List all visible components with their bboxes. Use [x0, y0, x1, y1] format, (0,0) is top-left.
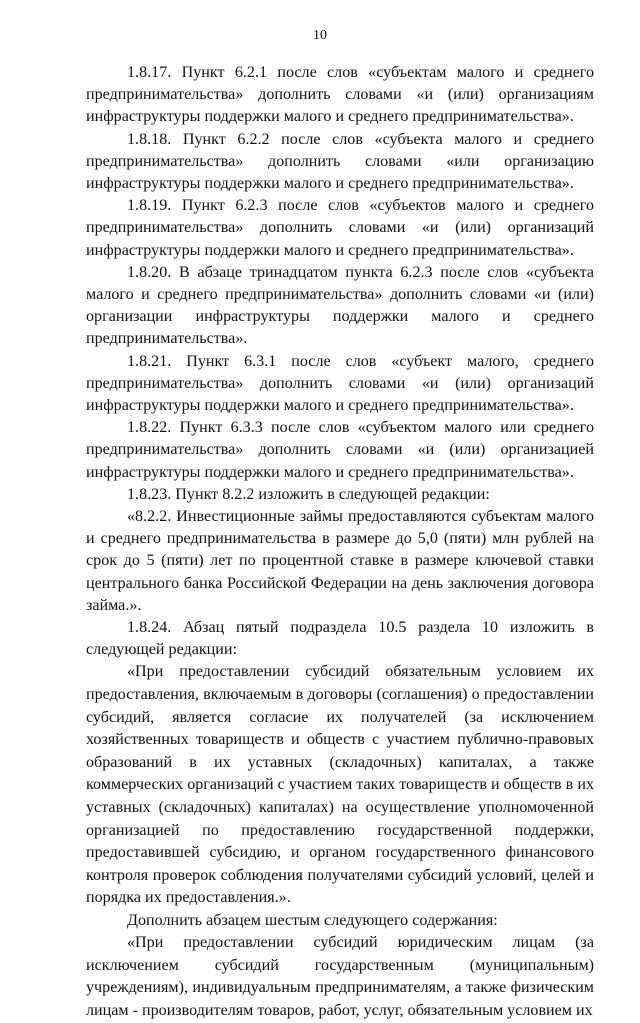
paragraph-1-8-23: 1.8.23. Пункт 8.2.2 изложить в следующей редакции:	[127, 485, 490, 503]
paragraph-1-8-21: 1.8.21. Пункт 6.3.1 после слов «субъект малого, среднего предпринимательства» дополнить словами «и (или) организаций инфраструктуры поддержки малого и среднего предпринимательства».	[86, 352, 594, 415]
document-body	[86, 62, 594, 1023]
paragraph-quote-legal-entities: «При предоставлении субсидий юридическим лицам (за исключением субсидий государственным (муниципальным) учреждениям), индивидуальным предпринимателям, а также физическим лицам - производителям товаров, работ, услуг, обязательным условием их	[86, 934, 594, 1019]
paragraph-supplement: Дополнить абзацем шестым следующего содержания:	[127, 912, 498, 930]
paragraph-quote-subsidies: «При предоставлении субсидий обязательным условием их предоставления, включаемым в договоры (соглашения) о предоставлении субсидий, является согласие их получателей (за исключением хозяйственных товариществ и обществ с участием публично-правовых образований в их уставных (складочных) капиталах, а также коммерческих организаций с участием таких товариществ и обществ в их уставных (складочных) капиталах) на осуществление уполномоченной организацией по предоставлению государственной поддержки, предоставившей субсидию, и органом государственного финансового контроля проверок соблюдения получателями субсидий условий, целей и порядка их предоставления.».	[86, 663, 594, 907]
paragraph-quote-8-2-2: «8.2.2. Инвестиционные займы предоставляются субъектам малого и среднего предпринимательства в размере до 5,0 (пяти) млн рублей на срок до 5 (пяти) лет по процентной ставке в размере ключевой ставки центрального банка Российской Федерации на день заключения договора займа.».	[86, 508, 594, 614]
paragraph-1-8-19: 1.8.19. Пункт 6.2.3 после слов «субъектов малого и среднего предпринимательства» дополнить словами «и (или) организаций инфраструктуры поддержки малого и среднего предпринимательства».	[86, 197, 594, 259]
paragraph-1-8-20: 1.8.20. В абзаце тринадцатом пункта 6.2.3 после слов «субъекта малого и среднего предпринимательства» дополнить словами «и (или) организации инфраструктуры поддержки малого и среднего предпринимательства».	[86, 263, 594, 348]
page-number: 10	[313, 28, 327, 43]
paragraph-1-8-18: 1.8.18. Пункт 6.2.2 после слов «субъекта малого и среднего предпринимательства» дополнить словами «или организацию инфраструктуры поддержки малого и среднего предпринимательства».	[86, 130, 594, 193]
paragraph-1-8-22: 1.8.22. Пункт 6.3.3 после слов «субъектом малого или среднего предпринимательства» дополнить словами «и (или) организацией инфраструктуры поддержки малого и среднего предпринимательства».	[86, 419, 594, 481]
paragraph-1-8-17: 1.8.17. Пункт 6.2.1 после слов «субъектам малого и среднего предпринимательства» дополнить словами «и (или) организациям инфраструктуры поддержки малого и среднего предпринимательства».	[86, 64, 594, 126]
paragraph-1-8-24: 1.8.24. Абзац пятый подраздела 10.5 раздела 10 изложить в следующей редакции:	[86, 619, 594, 659]
